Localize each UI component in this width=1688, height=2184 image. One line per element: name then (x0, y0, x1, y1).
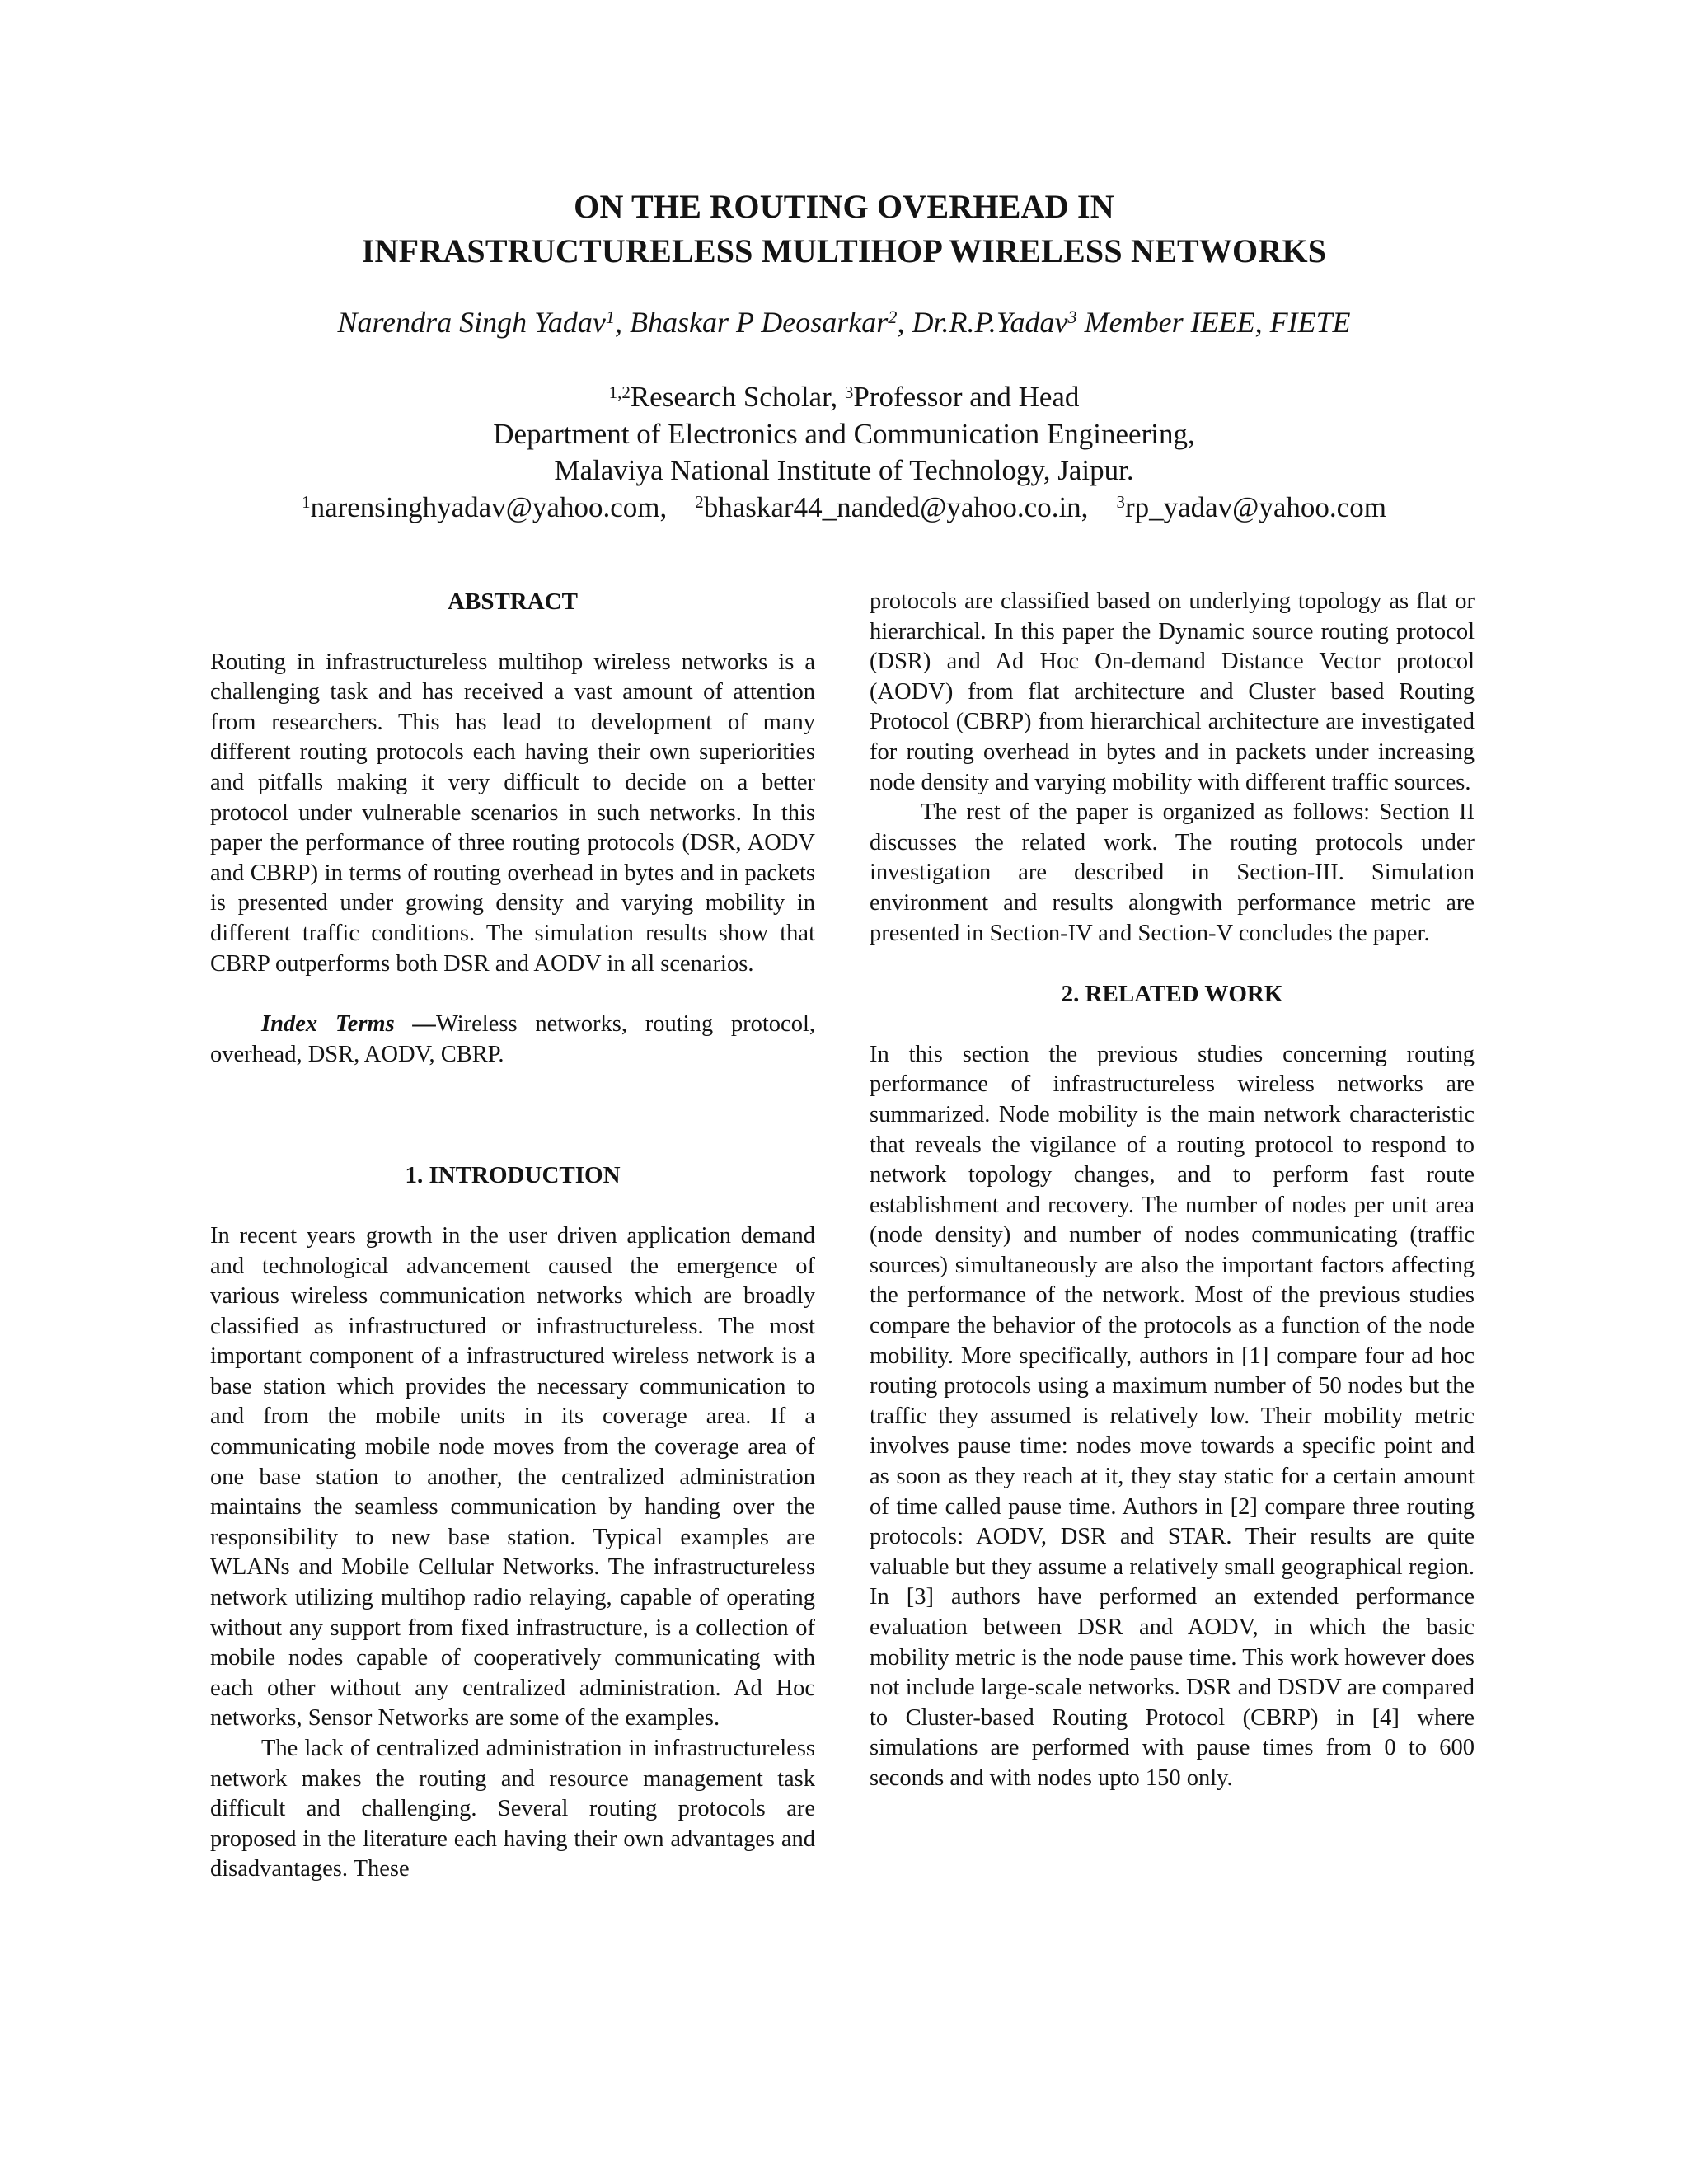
introduction-paragraph: The lack of centralized administration in infrastructureless network makes the routing and resource management task difficult and challenging. Several routing protocols are proposed in the literature each having their own advantages and disadvantages. These (210, 1736, 815, 1882)
author-list (0, 303, 1688, 341)
affiliation-roles (0, 379, 1688, 416)
affiliation-role: Research Scholar, (630, 381, 845, 413)
email-mark: 2 (695, 492, 704, 512)
email-mark: 1 (302, 492, 311, 512)
email-list (0, 490, 1688, 527)
affiliation-mark: 1,2 (608, 382, 631, 402)
index-terms-text: Wireless networks, routing protocol, overhead, DSR, AODV, CBRP. (210, 1011, 815, 1067)
introduction-paragraph-continued: protocols are classified based on underlying topology as flat or hierarchical. In this paper the Dynamic source routing protocol (DSR) and Ad Hoc On-demand Distance Vector protocol (AODV) from flat architecture and Cluster based Routing Protocol (CBRP) from hierarchical architecture are investigated for routing overhead in bytes and in packets under increasing node density and varying mobility with different traffic sources. (870, 588, 1475, 795)
abstract-body: Routing in infrastructureless multihop wireless networks is a challenging task and has received a vast amount of attention from researchers. This has lead to development of many different routing protocols each having their own superiorities and pitfalls making it very difficult to decide on a better protocol under vulnerable scenarios in such networks. In this paper the performance of three routing protocols (DSR, AODV and CBRP) in terms of routing overhead in bytes and in packets is presented under growing density and varying mobility in different traffic conditions. The simulation results show that CBRP outperforms both DSR and AODV in all scenarios. (210, 649, 815, 977)
author-mark: 3 (1067, 306, 1077, 327)
affiliation-department: Department of Electronics and Communication Engineering, (493, 417, 1195, 450)
introduction-heading: 1. INTRODUCTION (405, 1162, 621, 1189)
affiliation-institute: Malaviya National Institute of Technology, Jaipur. (554, 454, 1134, 486)
left-column (210, 587, 815, 1885)
author-name: Bhaskar P Deosarkar (629, 306, 889, 339)
abstract-heading: ABSTRACT (448, 588, 578, 615)
affiliation-block (0, 379, 1688, 526)
related-work-paragraph: In this section the previous studies concerning routing performance of infrastructureless wireless networks are summarized. Node mobility is the main network characteristic that reveals the vigilance of a routing protocol to respond to network topology changes, and to perform fast route establishment and recovery. The number of nodes per unit area (node density) and number of nodes communicating (traffic sources) simultaneously are also the important factors affecting the performance of the network. Most of the previous studies compare the behavior of the protocols as a function of the node mobility. More specifically, authors in [1] compare four ad hoc routing protocols using a maximum number of 50 nodes but the traffic they assumed is relatively low. Their mobility metric involves pause time: nodes move towards a specific point and as soon as they reach at it, they stay static for a certain amount of time called pause time. Authors in [2] compare three routing protocols: AODV, DSR and STAR. Their results are quite valuable but they assume a relatively small geographical region. In [3] authors have performed an extended performance evaluation between DSR and AODV, in which the basic mobility metric is the node pause time. This work however does not include large-scale networks. DSR and DSDV are compared to Cluster-based Routing Protocol (CBRP) in [4] where simulations are performed with pause times from 0 to 600 seconds and with nodes upto 150 only. (870, 1041, 1475, 1791)
introduction-paragraph: In recent years growth in the user driven application demand and technological advancement caused the emergence of various wireless communication networks which are broadly classified as infrastructured or infrastructureless. The most important component of a infrastructured wireless network is a base station which provides the necessary communication to and from the mobile units in its coverage area. If a communicating mobile node moves from the coverage area of one base station to another, the centralized administration maintains the seamless communication by handing over the responsibility to new base station. Typical examples are WLANs and Mobile Cellular Networks. The infrastructureless network utilizing multihop radio relaying, capable of operating without any support from fixed infrastructure, is a collection of mobile nodes capable of cooperatively communicating with each other without any centralized administration. Ad Hoc networks, Sensor Networks are some of the examples. (210, 1222, 815, 1732)
email-address[interactable]: narensinghyadav@yahoo.com, (310, 490, 668, 523)
author-mark: 2 (888, 306, 898, 327)
paper-title (0, 185, 1688, 274)
author-name: Dr.R.P.Yadav (912, 306, 1068, 339)
author-separator: , (614, 306, 630, 339)
author-mark: 1 (605, 306, 615, 327)
author-name: Narendra Singh Yadav (337, 306, 606, 339)
email-address[interactable]: bhaskar44_nanded@yahoo.co.in, (703, 490, 1089, 523)
affiliation-role: Professor and Head (853, 381, 1080, 413)
author-membership: Member IEEE, FIETE (1076, 306, 1351, 339)
right-column (870, 587, 1475, 1794)
affiliation-mark: 3 (844, 382, 854, 402)
index-terms (210, 1010, 815, 1070)
email-mark: 3 (1116, 492, 1125, 512)
introduction-paragraph: The rest of the paper is organized as follows: Section II discusses the related work. The routing protocols under investigation are described in Section-III. Simulation environment and results alongwith performance metric are presented in Section-IV and Section-V concludes the paper. (870, 799, 1475, 946)
title-line-2: INFRASTRUCTURELESS MULTIHOP WIRELESS NETWORKS (361, 232, 1327, 269)
email-address[interactable]: rp_yadav@yahoo.com (1124, 490, 1386, 523)
index-terms-label: Index Terms — (261, 1011, 436, 1038)
author-separator: , (897, 306, 912, 339)
title-line-1: ON THE ROUTING OVERHEAD IN (574, 188, 1114, 225)
related-work-heading: 2. RELATED WORK (1061, 981, 1283, 1008)
